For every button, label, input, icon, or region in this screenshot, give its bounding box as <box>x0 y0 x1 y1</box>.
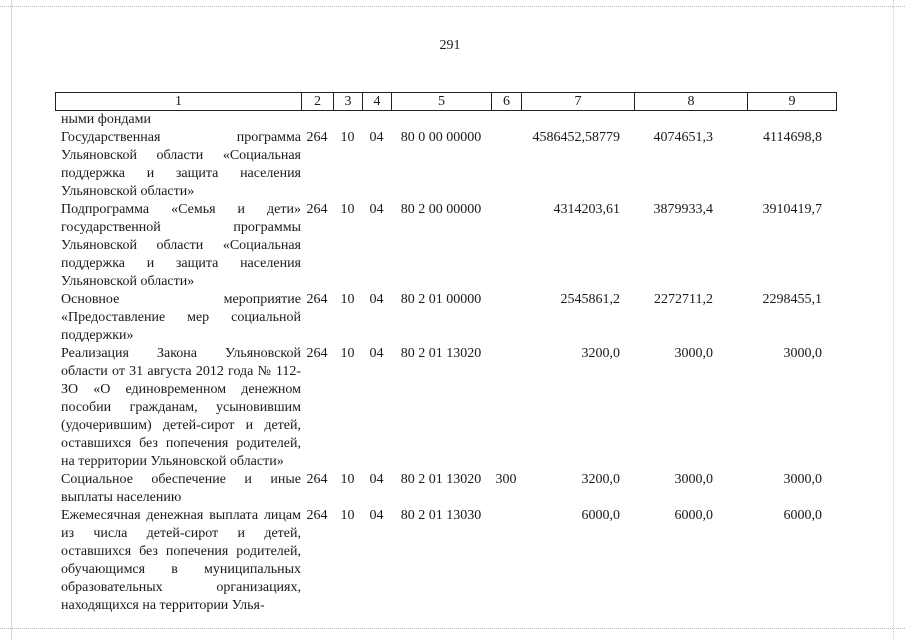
target-article: 80 2 01 13030 <box>400 508 482 523</box>
item-name: Социальное обеспечение и иные выплаты населению <box>61 472 301 505</box>
ministry-code <box>301 111 333 129</box>
scan-border-top <box>0 6 905 7</box>
item-name: Подпрограмма «Семья и дети» государственной программы Ульяновской области «Социальная поддержка и защита населения Ульяновской области» <box>61 202 301 289</box>
amount-col-7: 4586452,58779 <box>532 130 620 145</box>
expense-type <box>491 129 521 201</box>
amount-col-8: 3879933,4 <box>653 202 713 217</box>
ministry-code: 264 <box>306 346 328 361</box>
amount-col-8: 3000,0 <box>674 346 713 361</box>
header-col-2: 2 <box>302 93 334 111</box>
subsection-code <box>362 111 391 129</box>
column-number-header <box>55 92 837 111</box>
target-article: 80 2 01 00000 <box>400 292 482 307</box>
item-name: Ежемесячная денежная выплата лицам из числа детей-сирот и детей, оставшихся без попечения родителей, обучающимся в муниципальных образовательных организациях, находящихся на территории Улья- <box>61 508 301 613</box>
ministry-code: 264 <box>306 202 328 217</box>
table-row <box>55 345 836 471</box>
amount-col-7: 4314203,61 <box>553 202 620 217</box>
table-row <box>55 291 836 345</box>
amount-col-8: 2272711,2 <box>654 292 713 307</box>
section-code: 10 <box>340 130 355 145</box>
page-number: 291 <box>439 38 461 53</box>
header-col-1: 1 <box>56 93 302 111</box>
amount-col-8 <box>634 111 747 129</box>
ministry-code: 264 <box>306 130 328 145</box>
amount-col-9: 3000,0 <box>783 472 822 487</box>
header-col-9: 9 <box>748 93 837 111</box>
subsection-code: 04 <box>369 472 384 487</box>
item-name: Основное мероприятие «Предоставление мер социальной поддержки» <box>61 292 301 343</box>
header-col-8: 8 <box>635 93 748 111</box>
item-name: ными фондами <box>61 112 152 127</box>
item-name: Государственная программа Ульяновской области «Социальная поддержка и защита населения Ульяновской области» <box>61 130 301 199</box>
amount-col-7: 6000,0 <box>581 508 620 523</box>
header-col-3: 3 <box>334 93 363 111</box>
expense-type <box>491 201 521 291</box>
amount-col-9: 4114698,8 <box>763 130 822 145</box>
table-row <box>55 111 836 129</box>
scan-border-bottom <box>0 628 905 629</box>
amount-col-9 <box>747 111 836 129</box>
amount-col-9: 3910419,7 <box>762 202 822 217</box>
table-row <box>55 201 836 291</box>
target-article: 80 2 00 00000 <box>400 202 482 217</box>
expense-type: 300 <box>495 472 517 487</box>
amount-col-8: 3000,0 <box>674 472 713 487</box>
table-row <box>55 471 836 507</box>
expense-type <box>491 507 521 615</box>
target-article <box>391 111 491 129</box>
subsection-code: 04 <box>369 292 384 307</box>
subsection-code: 04 <box>369 202 384 217</box>
amount-col-7: 3200,0 <box>581 346 620 361</box>
header-col-4: 4 <box>363 93 392 111</box>
target-article: 80 2 01 13020 <box>400 472 482 487</box>
ministry-code: 264 <box>306 292 328 307</box>
section-code: 10 <box>340 472 355 487</box>
header-row <box>56 93 837 111</box>
target-article: 80 0 00 00000 <box>400 130 482 145</box>
amount-col-9: 6000,0 <box>783 508 822 523</box>
table-row <box>55 129 836 201</box>
amount-col-8: 6000,0 <box>674 508 713 523</box>
amount-col-9: 2298455,1 <box>762 292 822 307</box>
header-col-7: 7 <box>522 93 635 111</box>
expense-type <box>491 291 521 345</box>
subsection-code: 04 <box>369 130 384 145</box>
item-name: Реализация Закона Ульяновской области от 31 августа 2012 года № 112-ЗО «О единовременном денежном пособии гражданам, усыновившим (удочерившим) детей-сирот и детей, оставшихся без попечения родителей, на территории Ульяновской области» <box>61 346 301 469</box>
section-code: 10 <box>340 508 355 523</box>
amount-col-9: 3000,0 <box>783 346 822 361</box>
scan-border-left <box>11 0 12 640</box>
target-article: 80 2 01 13020 <box>400 346 482 361</box>
amount-col-7: 2545861,2 <box>560 292 620 307</box>
ministry-code: 264 <box>306 508 328 523</box>
scan-border-right <box>893 0 894 640</box>
section-code: 10 <box>340 292 355 307</box>
table-row <box>55 507 836 615</box>
budget-table <box>55 111 836 615</box>
expense-type <box>491 345 521 471</box>
header-col-6: 6 <box>492 93 522 111</box>
header-col-5: 5 <box>392 93 492 111</box>
amount-col-8: 4074651,3 <box>653 130 713 145</box>
expense-type <box>491 111 521 129</box>
section-code: 10 <box>340 202 355 217</box>
amount-col-7: 3200,0 <box>581 472 620 487</box>
amount-col-7 <box>521 111 634 129</box>
subsection-code: 04 <box>369 346 384 361</box>
ministry-code: 264 <box>306 472 328 487</box>
subsection-code: 04 <box>369 508 384 523</box>
section-code <box>333 111 362 129</box>
section-code: 10 <box>340 346 355 361</box>
